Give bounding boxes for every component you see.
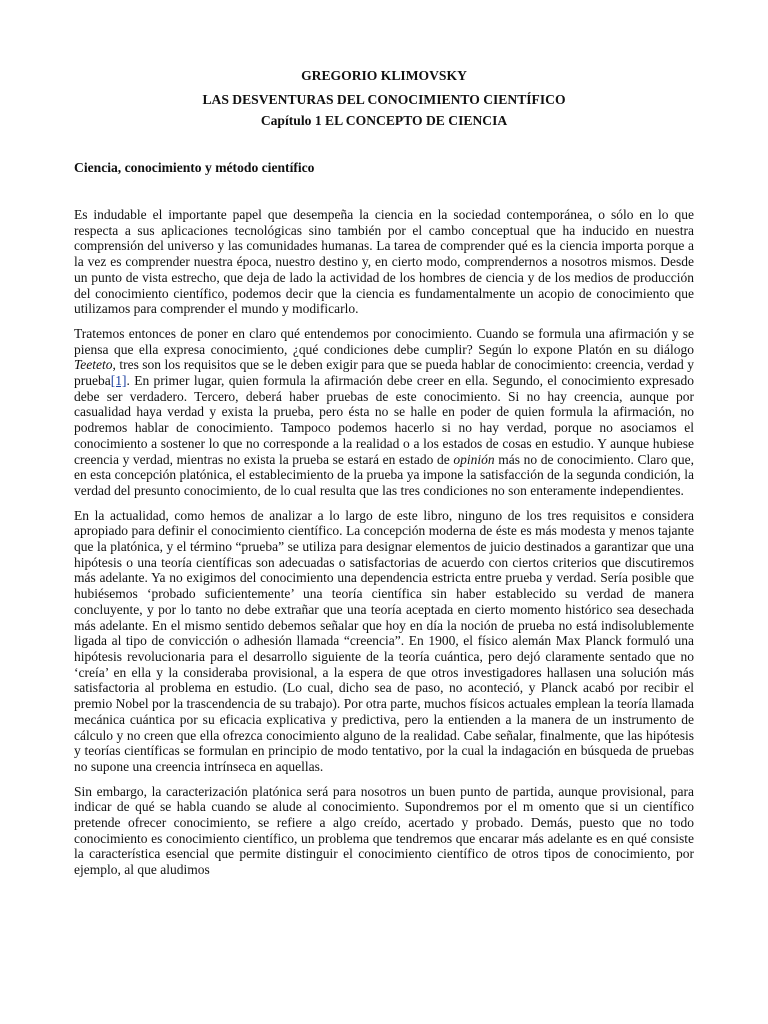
paragraph-2-text-c: . En primer lugar, quien formula la afirmación debe creer en ella. Segundo, el conocimiento expresado debe ser verdadero. Tercero, deberá haber pruebas de este conocimiento. Si no hay creencia, aunque por casualidad haya verdad y exista la prueba, pero ésta no se halle en poder de quien formula la afirmación, no podremos hablar de conocimiento. Tampoco podemos hacerlo si no hay verdad, porque no asociamos el conocimiento a sostener lo que no corresponde a la realidad o a los estados de cosas en estudio. Y aunque hubiese creencia y verdad, mientras no exista la prueba se estará en estado de [74,373,694,467]
dialogue-title-teeteto: Teeteto [74,357,113,373]
section-heading: Ciencia, conocimiento y método científico [74,160,315,175]
paragraph-3: En la actualidad, como hemos de analizar a lo largo de este libro, ninguno de los tres requisitos e considera apropiado para definir el conocimiento científico. La concepción moderna de éste es más modesta y menos tajante que la platónica, y el término “prueba” se utiliza para designar elementos de juicio destinados a garantizar que una hipótesis o una teoría científicas son adecuadas o satisfactorias de acuerdo con ciertos criterios que discutiremos más adelante. Ya no exigimos del conocimiento una dependencia estricta entre prueba y verdad. Sería posible que hubiésemos ‘probado suficientemente’ una teoría científica sin haber establecido su verdad de manera concluyente, y por lo tanto no debe extrañar que una teoría aceptada en cierto momento histórico sea desechada más adelante. En el mismo sentido debemos señalar que hoy en día la noción de prueba no está indisolublemente ligada al tipo de convicción o adhesión llamada “creencia”. En 1900, el físico alemán Max Planck formuló una hipótesis revolucionaria para el desarrollo siguiente de la teoría cuántica, pero dejó claramente sentado que no ‘creía’ en ella y la consideraba provisional, a la espera de que otros investigadores hallasen una solución más satisfactoria al problema en estudio. (Lo cual, dicho sea de paso, no aconteció, y Planck acabó por recibir el premio Nobel por la trascendencia de su trabajo). Por otra parte, muchos físicos actuales emplean la teoría llamada mecánica cuántica por su eficacia explicativa y predictiva, pero la entienden a la manera de un instrumento de cálculo y no creen que ella ofrezca conocimiento alguno de la realidad. Cabe señalar, finalmente, que las hipótesis y teorías científicas se formulan en principio de modo tentativo, por la cual la indagación en búsqueda de pruebas no supone una creencia intrínseca en aquellas. [74,507,694,774]
book-title: LAS DESVENTURAS DEL CONOCIMIENTO CIENTÍFICO [202,92,566,107]
paragraph-1: Es indudable el importante papel que desempeña la ciencia en la sociedad contemporánea, o sólo en lo que respecta a sus aplicaciones tecnológicas sino también por el cambo conceptual que ha inducido en nuestra comprensión del universo y las comunidades humanas. La tarea de comprender qué es la ciencia importa porque a la vez es comprender nuestra época, nuestro destino y, en cierto modo, comprendernos a nosotros mismos. Desde un punto de vista estrecho, que deja de lado la actividad de los hombres de ciencia y de los medios de producción del conocimiento científico, podemos decir que la ciencia es fundamentalmente un acopio de conocimiento que utilizamos para comprender el mundo y modificarlo. [74,207,694,317]
paragraph-2-text-a: Tratemos entonces de poner en claro qué entendemos por conocimiento. Cuando se formula una afirmación y se piensa que ella expresa conocimiento, ¿qué condiciones debe cumplir? Según lo expone Platón en su diálogo [74,325,694,357]
paragraph-2 [74,326,694,499]
paragraph-2-text-b: , tres son los requisitos que se le deben exigir para que se pueda hablar de conocimiento: creencia, verdad y prueba [74,357,694,389]
emphasis-opinion: opinión [453,451,495,467]
body-text [74,207,694,887]
footnote-link[interactable]: [1] [110,373,127,389]
paragraph-4: Sin embargo, la caracterización platónica será para nosotros un buen punto de partida, aunque provisional, para indicar de qué se habla cuando se alude al conocimiento. Supondremos por el m omento que si un científico pretende ofrecer conocimiento, se refiere a algo creído, acertado y probado. Demás, puesto que no todo conocimiento es conocimiento científico, un problema que tendremos que encarar más adelante es en qué consiste la característica esencial que permite distinguir el conocimiento científico de otros tipos de conocimiento, por ejemplo, al que aludimos [74,783,694,878]
author-name: GREGORIO KLIMOVSKY [301,68,467,83]
paragraph-2-text-d: más no de conocimiento. Claro que, en esta concepción platónica, el establecimiento de la prueba ya impone la satisfacción de la segunda condición, la verdad del presunto conocimiento, de lo cual resulta que las tres condiciones no son enteramente independientes. [74,451,694,498]
chapter-title: Capítulo 1 EL CONCEPTO DE CIENCIA [260,113,508,128]
